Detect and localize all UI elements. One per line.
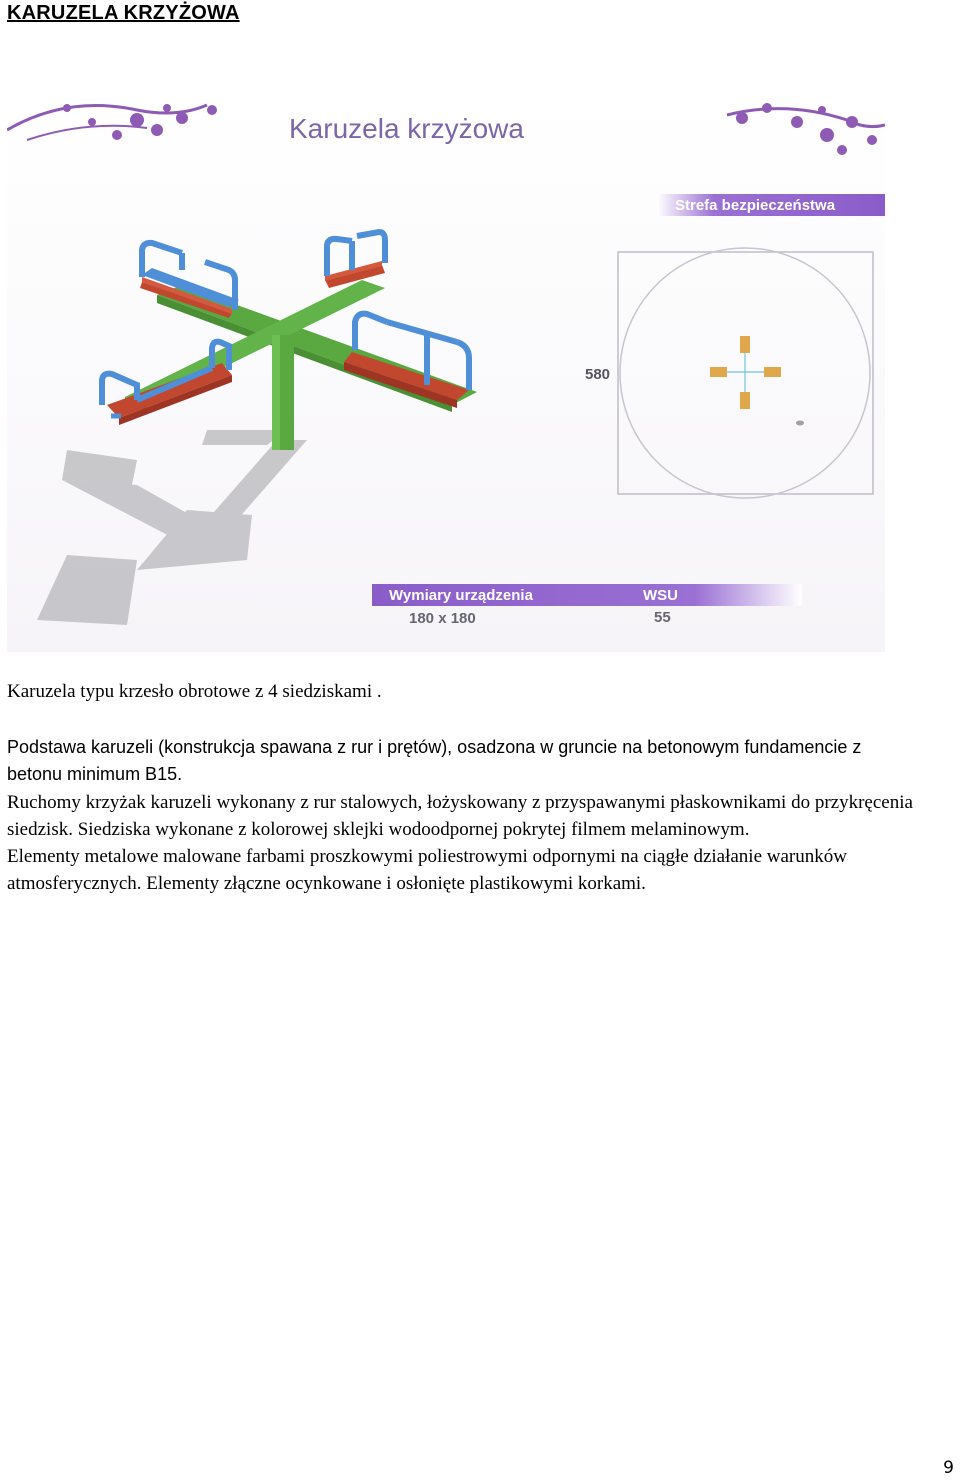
safety-zone-label: Strefa bezpieczeństwa [675, 197, 836, 214]
product-figure [7, 100, 885, 652]
device-dimensions-label: Wymiary urządzenia [389, 587, 533, 604]
wsu-value: 55 [654, 609, 671, 626]
figure-title: Karuzela krzyżowa [289, 113, 524, 144]
page-number: 9 [943, 1458, 954, 1478]
paragraph-coating: Elementy metalowe malowane farbami proszkowymi poliestrowymi odpornymi na ciągłe działanie warunków atmosferycznych. Elementy złączne ocynkowane i osłonięte plastikowymi korkami. [7, 846, 847, 895]
device-dimensions-value: 180 x 180 [409, 610, 476, 627]
paragraph-cross: Ruchomy krzyżak karuzeli wykonany z rur stalowych, łożyskowany z przyspawanymi płaskownikami do przykręcenia siedzisk. Siedziska wykonane z kolorowej sklejki wodoodpornej pokrytej filmem melaminowym. [7, 791, 913, 840]
wsu-label: WSU [643, 587, 678, 604]
intro-text: Karuzela typu krzesło obrotowe z 4 siedziskami . [7, 681, 382, 702]
paragraph-foundation: Podstawa karuzeli (konstrukcja spawana z rur i prętów), osadzona w gruncie na betonowym fundamencie z betonu minimum B15. [7, 737, 862, 785]
zone-dimension: 580 [585, 366, 611, 383]
page-heading: KARUZELA KRZYŻOWA [7, 2, 240, 24]
description-text [7, 734, 959, 898]
